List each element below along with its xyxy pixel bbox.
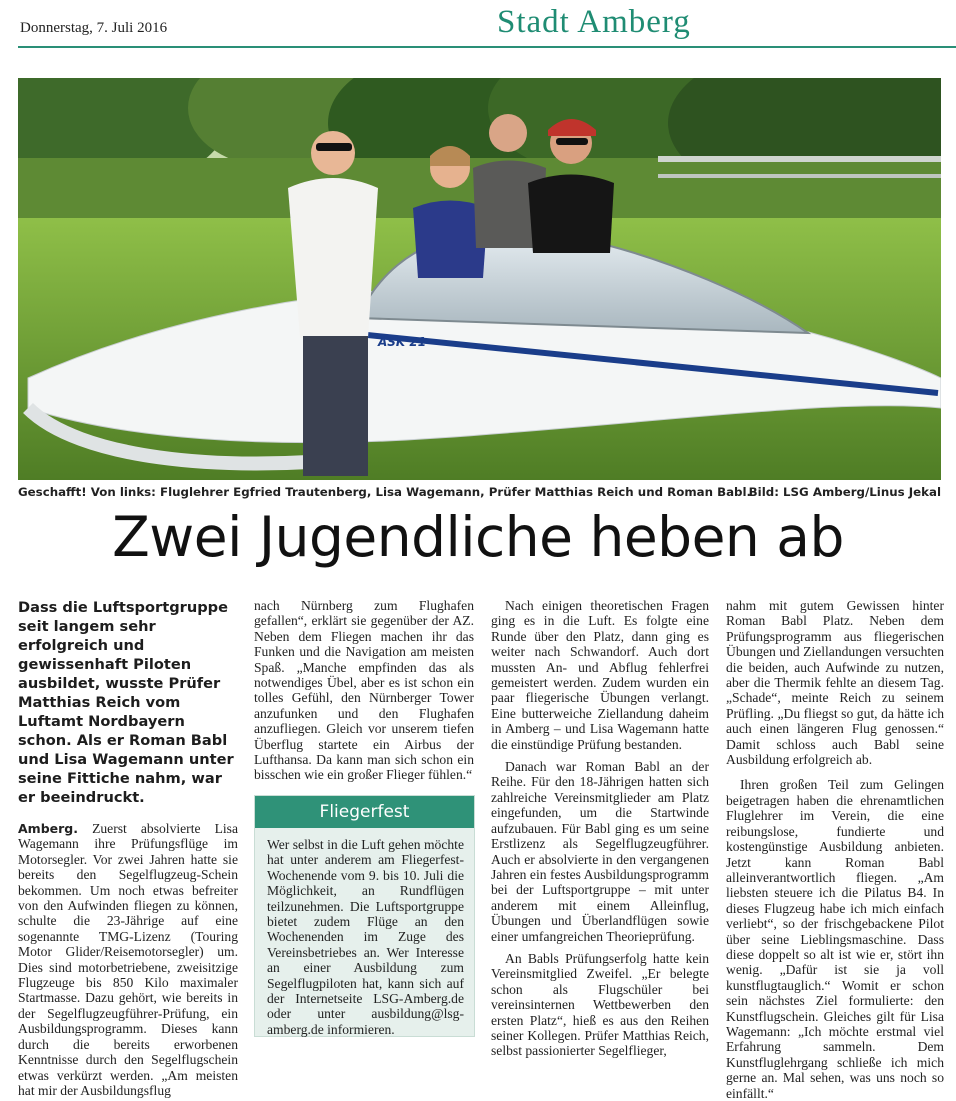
- info-box-text: Wer selbst in die Luft gehen möchte hat unter anderem am Fliegerfest-Wochenende vom 9. bis 10. Juli die Möglichkeit, an Rundflügen teilzunehmen. Die Luftsportgruppe bietet zudem Flüge an den Wochenenden im Zuge des Vereinsbetriebes an. Wer Interesse an einer Ausbildung zum Segelflugpiloten hat, kann sich auf der Internetseite LSG-Amberg.de oder unter ausbildung@lsg-amberg.de informieren.: [267, 837, 464, 1037]
- paragraph-1-text: Zuerst absolvierte Lisa Wagemann ihre Prüfungsflüge im Motorsegler. Vor zwei Jahren hatte sie bereits den Segelflugzeug-Schein bekommen. Um noch etwas befreiter von den Aufwinden fliegen zu können, schulte die 23-Jährige auf eine sogenannte TMG-Lizenz (Touring Motor Glider/Reisemotorsegler) um. Dies sind motorbetriebene, zweisitzige Flugzeuge bis 850 Kilo maximaler Startmasse. Dazu gehört, wie bereits in der Segelflugzeugführer-Prüfung, ein Ausbildungsprogramm. Dieses kann durch die bereits erworbenen Kenntnisse durch den Segelflugschein etwas verkürzt werden. „Am meisten hat mir der Ausbildungsflug: [18, 821, 238, 1098]
- paragraph-4: Danach war Roman Babl an der Reihe. Für den 18-Jährigen hatten sich zahlreiche Vereinsmitglieder am Platz eingefunden, um die Startwinde aufzubauen. Für Babl ging es um seine Erstlizenz als Segelflugzeugführer. Auch er absolvierte in den vergangenen Jahren ein festes Ausbildungsprogramm bei der Luftsportgruppe – mit unter anderem mit einem Alleinflug, Übungen und Überlandflügen sowie einer umfangreichen Theorieprüfung.: [491, 759, 709, 944]
- paragraph-5: An Babls Prüfungserfolg hatte kein Vereinsmitglied Zweifel. „Er belegte schon als Flugschüler bei vereinsinternen Wettbewerben den ersten Platz“, hieß es aus den Reihen seiner Kollegen. Prüfer Matthias Reich, selbst passionierter Segelflieger,: [491, 950, 709, 1059]
- article-lead: Dass die Luftsportgruppe seit langem sehr erfolgreich und gewissenhaft Piloten ausbildet, wusste Prüfer Matthias Reich vom Luftamt Nordbayern schon. Als er Roman Babl und Lisa Wagemann unter seine Fittiche nahm, war er beeindruckt.: [18, 599, 234, 806]
- article-headline: Zwei Jugendliche heben ab: [112, 505, 844, 569]
- paragraph-1: [18, 821, 238, 1098]
- issue-date: Donnerstag, 7. Juli 2016: [20, 20, 168, 36]
- info-box-fliegerfest: [254, 795, 475, 1037]
- glider-photo-illustration: [18, 78, 941, 480]
- article-photo: [18, 78, 941, 480]
- photo-credit: Bild: LSG Amberg/Linus Jekal: [748, 485, 941, 499]
- caption-text: Geschafft! Von links: Fluglehrer Egfried Trautenberg, Lisa Wagemann, Prüfer Matthias Reich und Roman Babl.: [18, 485, 752, 499]
- photo-caption: [18, 485, 941, 503]
- paragraph-2: nach Nürnberg zum Flughafen gefallen“, erklärt sie gegenüber der AZ. Neben dem Fliegen machen ihr das Funken und die Navigation am meisten Spaß. „Manche empfinden das als notwendiges Übel, aber es ist schon ein tolles Gefühl, den Nürnberger Tower anzufunken und den Flughafen anzufliegen. Gleich vor unserem tiefen Überflug startete ein Airbus der Lufthansa. Da kann man sich schon ein bisschen wie ein großer Flieger fühlen.“: [254, 598, 474, 783]
- masthead-bar: [18, 0, 956, 50]
- column-2: [254, 598, 474, 783]
- section-title: Stadt Amberg: [497, 4, 691, 40]
- glider-marking: ASK 21: [378, 335, 427, 349]
- column-4: [726, 598, 944, 1101]
- paragraph-7: Ihren großen Teil zum Gelingen beigetragen haben die ehrenamtlichen Fluglehrer im Verein, die eine reibungslose, fundierte und kostengünstige Ausbildung anbieten. Jetzt kann Roman Babl alleinverantwortlich fliegen. „Am liebsten steuere ich die Pilatus B4. In dieses Flugzeug habe ich mich einfach verliebt“, so der frischgebackene Pilot über seine Lieblingsmaschine. Dass diese doppelt so alt ist wie er, stört ihn wenig. „Dafür ist sie ja voll kunstflugtauglich.“ Womit er schon sein nächstes Ziel formulierte: den Kunstflugschein. Gleiches gilt für Lisa Wagemann: „Ich möchte erstmal viel Erfahrung sammeln. Dem Kunstfluglehrgang schließe ich mich gerne an. Mal sehen, was uns noch so einfällt.“: [726, 777, 944, 1101]
- paragraph-3: Nach einigen theoretischen Fragen ging es in die Luft. Es folgte eine Runde über den Platz, dann ging es weiter nach Schwandorf. Auch dort mussten An- und Abflug fehlerfrei gemeistert werden. Zudem wurden ein paar fliegerische Übungen verlangt. Eine butterweiche Ziellandung daheim in Amberg – und Lisa Wagemann hatte die einstündige Prüfung bestanden.: [491, 598, 709, 752]
- column-1: [18, 598, 238, 1098]
- paragraph-6: nahm mit gutem Gewissen hinter Roman Babl Platz. Neben dem Prüfungsprogramm aus fliegerischen Übungen und Ziellandungen versuchten die beiden, auch Aufwinde zu nutzen, aber die Thermik fehlte an diesem Tag. „Schade“, meinte Reich zu seinem Prüfling. „Du fliegst so gut, da hätte ich auch einen längeren Flug genossen.“ Damit schloss auch Babl seine Ausbildung erfolgreich ab.: [726, 598, 944, 768]
- column-3: [491, 598, 709, 1059]
- masthead-rule: [18, 46, 956, 48]
- dateline: Amberg.: [18, 821, 78, 836]
- info-box-title: Fliegerfest: [255, 796, 474, 828]
